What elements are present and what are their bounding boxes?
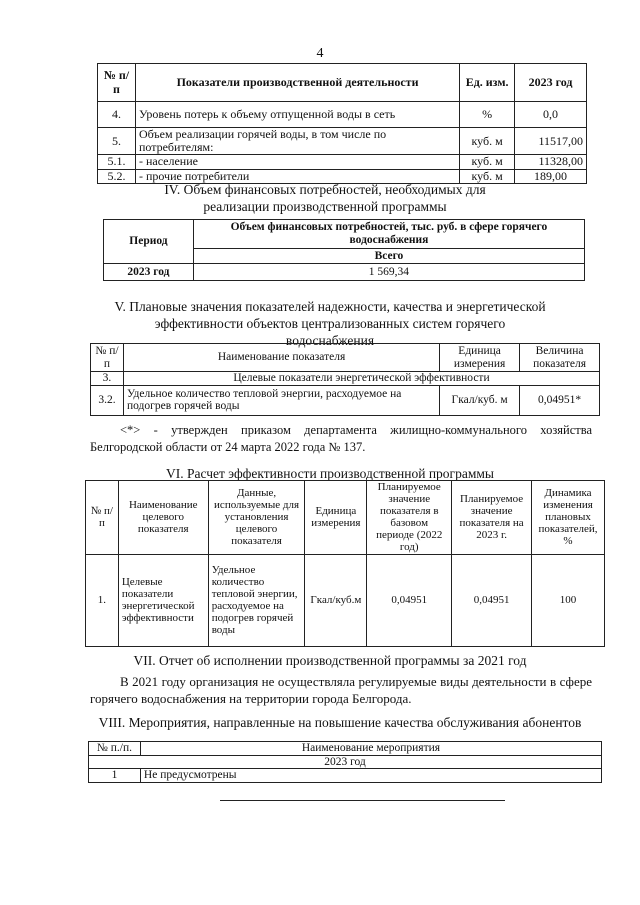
table-header-year: 2023 год bbox=[515, 64, 587, 102]
table-header-indicator-name: Наименование показателя bbox=[123, 344, 439, 372]
section-4-title: IV. Объем финансовых потребностей, необходимых для реализации производственной программы bbox=[164, 182, 486, 214]
table-row bbox=[91, 372, 600, 386]
row-unit: Гкал/куб. м bbox=[440, 385, 520, 415]
table-row bbox=[89, 769, 602, 783]
row-target-name: Целевые показатели энергетической эффективности bbox=[118, 554, 208, 646]
table-row bbox=[98, 155, 587, 169]
row-number: 1 bbox=[89, 769, 141, 783]
table-header-number: № п./п. bbox=[89, 742, 141, 756]
table-header-target-name: Наименование целевого показателя bbox=[118, 481, 208, 555]
year-subheader: 2023 год bbox=[89, 755, 602, 769]
section-6-title: VI. Расчет эффективности производственной программы bbox=[165, 466, 494, 481]
row-data-used: Удельное количество тепловой энергии, расходуемое на подогрев горячей воды bbox=[208, 554, 305, 646]
section-8-title: VIII. Мероприятия, направленные на повышение качества обслуживания абонентов bbox=[98, 715, 582, 730]
table-row bbox=[86, 554, 605, 646]
table-header-number: № п/п bbox=[91, 344, 124, 372]
row-value: 11517,00 bbox=[515, 128, 587, 155]
row-indicator-name: Удельное количество тепловой энергии, расходуемое на подогрев горячей воды bbox=[123, 385, 439, 415]
row-indicator: Объем реализации горячей воды, в том числе по потребителям: bbox=[135, 128, 459, 155]
production-indicators-table bbox=[97, 63, 587, 184]
row-number: 1. bbox=[86, 554, 119, 646]
table-header-unit: Единица измерения bbox=[440, 344, 520, 372]
financial-needs-header: Объем финансовых потребностей, тыс. руб. в сфере горячего водоснабжения bbox=[193, 220, 584, 249]
table-header-indicator: Показатели производственной деятельности bbox=[135, 64, 459, 102]
table-header-value: Величина показателя bbox=[520, 344, 600, 372]
table-header-dynamics: Динамика изменения плановых показателей, % bbox=[532, 481, 605, 555]
reliability-indicators-table bbox=[90, 343, 600, 416]
efficiency-table bbox=[85, 480, 605, 647]
table-header-unit: Единица измерения bbox=[305, 481, 367, 555]
row-indicator: - прочие потребители bbox=[135, 169, 459, 183]
row-value: 0,0 bbox=[515, 102, 587, 128]
table-header-planned-value: Планируемое значение показателя на 2023 г. bbox=[452, 481, 532, 555]
period-cell: 2023 год bbox=[104, 264, 194, 281]
row-measure-name: Не предусмотрены bbox=[140, 769, 601, 783]
row-unit: куб. м bbox=[460, 155, 515, 169]
total-header: Всего bbox=[193, 249, 584, 264]
table-row bbox=[104, 264, 585, 281]
table-header-base-value: Планируемое значение показателя в базовом периоде (2022 год) bbox=[367, 481, 452, 555]
footnote: <*> - утвержден приказом департамента жилищно-коммунального хозяйства Белгородской области от 24 марта 2022 года № 137. bbox=[90, 423, 592, 454]
row-unit: % bbox=[460, 102, 515, 128]
section-7-text: В 2021 году организация не осуществляла регулируемые виды деятельности в сфере горячего водоснабжения на территории города Белгорода. bbox=[90, 674, 592, 706]
group-title: Целевые показатели энергетической эффективности bbox=[123, 372, 599, 386]
table-header-measure-name: Наименование мероприятия bbox=[140, 742, 601, 756]
table-header-number: № п/п bbox=[86, 481, 119, 555]
total-value-cell: 1 569,34 bbox=[193, 264, 584, 281]
measures-table bbox=[88, 741, 602, 783]
row-value: 11328,00 bbox=[515, 155, 587, 169]
row-unit: куб. м bbox=[460, 128, 515, 155]
table-row bbox=[98, 128, 587, 155]
table-header-unit: Ед. изм. bbox=[460, 64, 515, 102]
row-indicator: - население bbox=[135, 155, 459, 169]
group-number: 3. bbox=[91, 372, 124, 386]
row-number: 4. bbox=[98, 102, 136, 128]
table-row bbox=[98, 102, 587, 128]
row-value: 0,04951* bbox=[520, 385, 600, 415]
period-header: Период bbox=[104, 220, 194, 264]
page-number: 4 bbox=[316, 46, 324, 61]
row-unit: Гкал/куб.м bbox=[305, 554, 367, 646]
row-number: 5.2. bbox=[98, 169, 136, 183]
row-number: 5.1. bbox=[98, 155, 136, 169]
row-value: 189,00 bbox=[515, 169, 587, 183]
section-7-title: VII. Отчет об исполнении производственной программы за 2021 год bbox=[133, 653, 527, 668]
row-indicator: Уровень потерь к объему отпущенной воды в сеть bbox=[135, 102, 459, 128]
closing-rule bbox=[220, 800, 505, 801]
row-number: 3.2. bbox=[91, 385, 124, 415]
financial-needs-table bbox=[103, 219, 585, 281]
table-header-data-used: Данные, используемые для установления целевого показателя bbox=[208, 481, 305, 555]
table-header-number: № п/п bbox=[98, 64, 136, 102]
row-number: 5. bbox=[98, 128, 136, 155]
section-5-title: V. Плановые значения показателей надежности, качества и энергетической эффективности объектов централизованных систем горячего водоснабжения bbox=[114, 299, 546, 348]
row-dynamics: 100 bbox=[532, 554, 605, 646]
table-row bbox=[91, 385, 600, 415]
row-base-value: 0,04951 bbox=[367, 554, 452, 646]
row-planned-value: 0,04951 bbox=[452, 554, 532, 646]
row-unit: куб. м bbox=[460, 169, 515, 183]
